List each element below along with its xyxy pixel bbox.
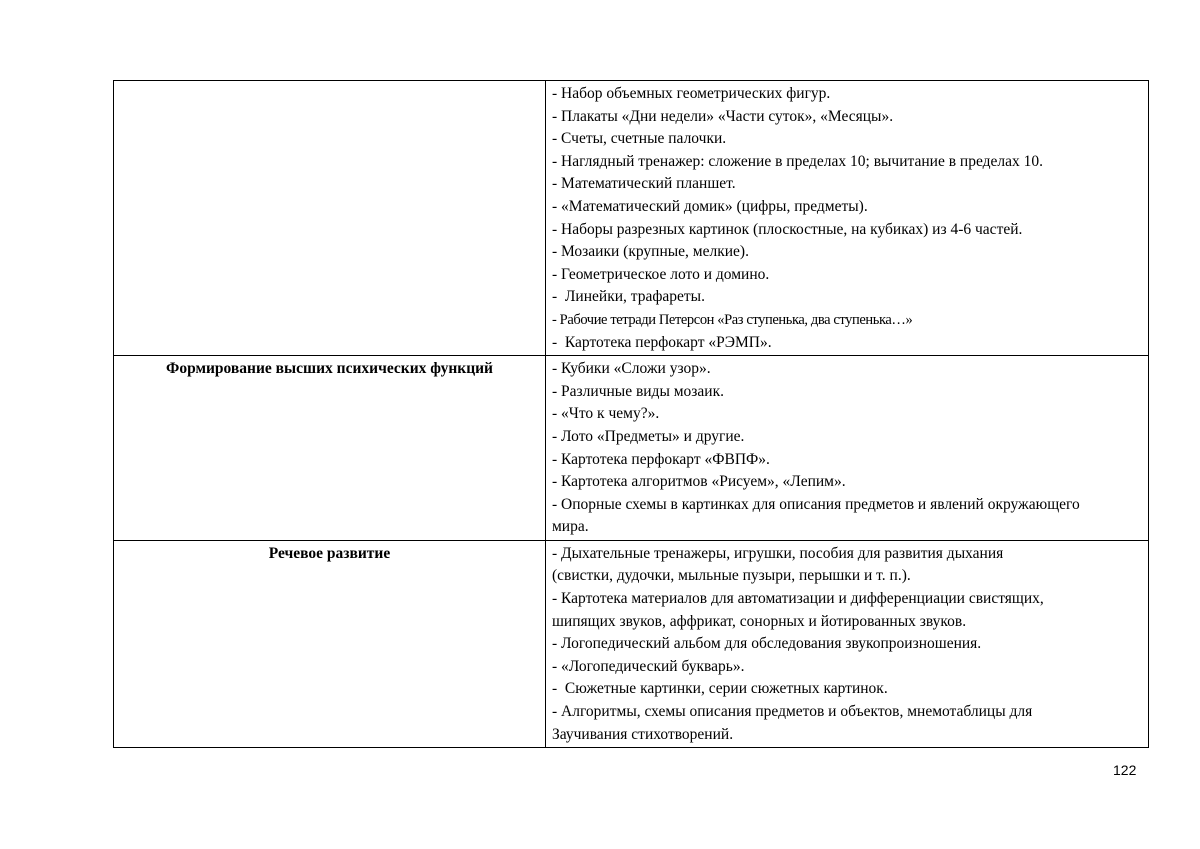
list-item: - «Математический домик» (цифры, предметы). xyxy=(552,197,868,215)
list-item: - Сюжетные картинки, серии сюжетных картинок. xyxy=(552,680,888,698)
list-item: - Мозаики (крупные, мелкие). xyxy=(552,243,749,261)
list-item: - Алгоритмы, схемы описания предметов и объектов, мнемотаблицы для xyxy=(552,703,1033,721)
list-item: Заучивания стихотворений. xyxy=(552,725,734,743)
list-item: - Плакаты «Дни недели» «Части суток», «Месяцы». xyxy=(552,107,894,125)
materials-table xyxy=(113,80,1149,748)
list-item: - Наглядный тренажер: сложение в пределах 10; вычитание в пределах 10. xyxy=(552,152,1044,170)
list-item: - Картотека алгоритмов «Рисуем», «Лепим». xyxy=(552,473,846,491)
items-cell xyxy=(546,356,1149,541)
list-item: - Лото «Предметы» и другие. xyxy=(552,427,745,445)
list-item: - Картотека перфокарт «ФВПФ». xyxy=(552,450,770,468)
list-item: - Счеты, счетные палочки. xyxy=(552,130,727,148)
list-item: шипящих звуков, аффрикат, сонорных и йотированных звуков. xyxy=(552,612,967,630)
table-row xyxy=(114,81,1149,356)
section-cell: Формирование высших психических функций xyxy=(114,356,546,541)
list-item: - Линейки, трафареты. xyxy=(552,288,705,306)
list-item: - Картотека материалов для автоматизации и дифференциации свистящих, xyxy=(552,590,1044,608)
items-cell xyxy=(546,81,1149,356)
table-row xyxy=(114,540,1149,747)
list-item: - Кубики «Сложи узор». xyxy=(552,360,711,378)
list-item: - Опорные схемы в картинках для описания предметов и явлений окружающего xyxy=(552,495,1080,513)
section-cell: Речевое развитие xyxy=(114,540,546,747)
list-item: - Различные виды мозаик. xyxy=(552,382,724,400)
list-item: - Геометрическое лото и домино. xyxy=(552,265,770,283)
list-item: мира. xyxy=(552,518,589,536)
list-item: - «Что к чему?». xyxy=(552,405,660,423)
page-number: 122 xyxy=(1113,762,1137,778)
table-row xyxy=(114,356,1149,541)
list-item: - Набор объемных геометрических фигур. xyxy=(552,85,831,102)
list-item: - Дыхательные тренажеры, игрушки, пособия для развития дыхания xyxy=(552,544,1004,562)
items-cell xyxy=(546,540,1149,747)
list-item: - Математический планшет. xyxy=(552,175,736,193)
list-item: (свистки, дудочки, мыльные пузыри, перышки и т. п.). xyxy=(552,567,911,585)
list-item: - Логопедический альбом для обследования звукопроизношения. xyxy=(552,635,982,653)
list-item: - Рабочие тетради Петерсон «Раз ступенька, два ступенька…» xyxy=(552,311,913,328)
section-cell xyxy=(114,81,546,356)
list-item: - Картотека перфокарт «РЭМП». xyxy=(552,333,772,351)
list-item: - «Логопедический букварь». xyxy=(552,657,745,675)
list-item: - Наборы разрезных картинок (плоскостные, на кубиках) из 4-6 частей. xyxy=(552,220,1023,238)
